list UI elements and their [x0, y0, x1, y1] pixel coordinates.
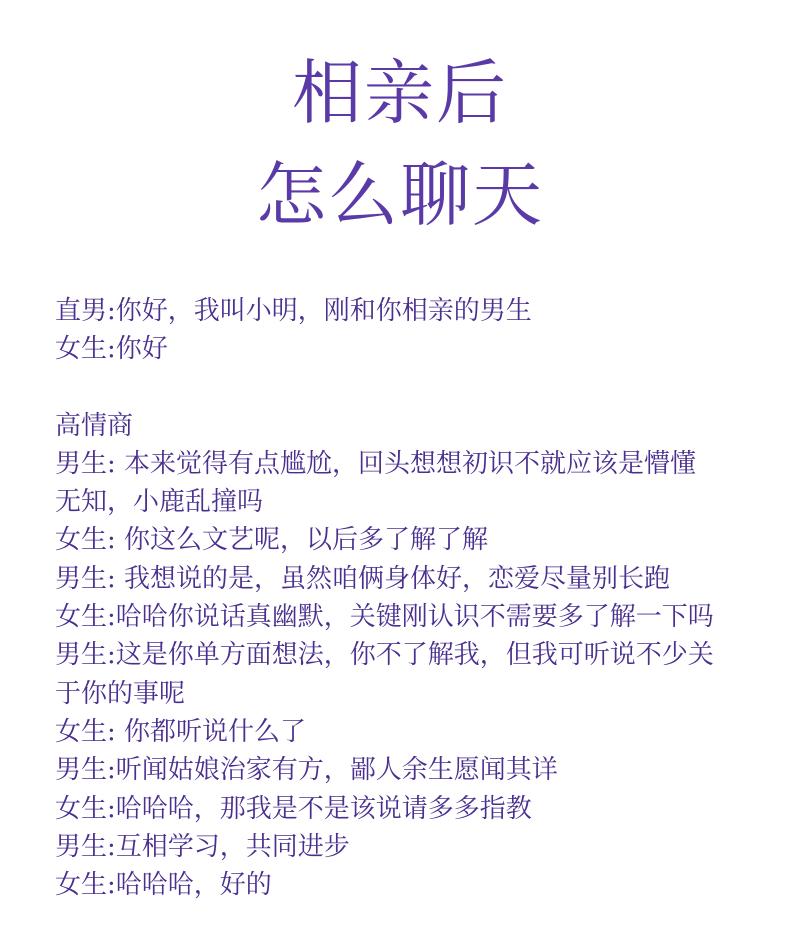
dialogue-body — [55, 292, 760, 904]
dialogue-line: 女生: 你这么文艺呢，以后多了解了解 — [55, 525, 489, 556]
dialogue-line: 无知，小鹿乱撞吗 — [55, 487, 264, 518]
dialogue-line: 于你的事呢 — [55, 678, 186, 709]
dialogue-line: 男生: 本来觉得有点尴尬，回头想想初识不就应该是懵懂 — [55, 448, 697, 479]
dialogue-line: 女生:哈哈你说话真幽默，关键刚认识不需要多了解一下吗 — [55, 602, 714, 633]
intro-line-1: 直男:你好，我叫小明，刚和你相亲的男生 — [55, 296, 532, 326]
dialogue-line: 男生:互相学习，共同进步 — [55, 831, 350, 862]
dialogue-line: 男生: 我想说的是，虽然咱俩身体好，恋爱尽量别长跑 — [55, 563, 671, 594]
page-title-line-1: 相亲后 — [292, 52, 508, 134]
dialogue-line: 男生:听闻姑娘治家有方，鄙人余生愿闻其详 — [55, 755, 558, 786]
page-title-line-2: 怎么聊天 — [256, 154, 544, 236]
intro-line-2: 女生:你好 — [55, 334, 168, 365]
dialogue-line: 女生:哈哈哈，那我是不是该说请多多指教 — [55, 793, 532, 824]
section-heading: 高情商 — [55, 410, 134, 441]
dialogue-line: 女生: 你都听说什么了 — [55, 716, 307, 747]
dialogue-line: 男生:这是你单方面想法，你不了解我，但我可听说不少关 — [55, 640, 714, 671]
dialogue-line: 女生:哈哈哈，好的 — [55, 870, 272, 901]
paragraph-spacer — [55, 369, 760, 407]
